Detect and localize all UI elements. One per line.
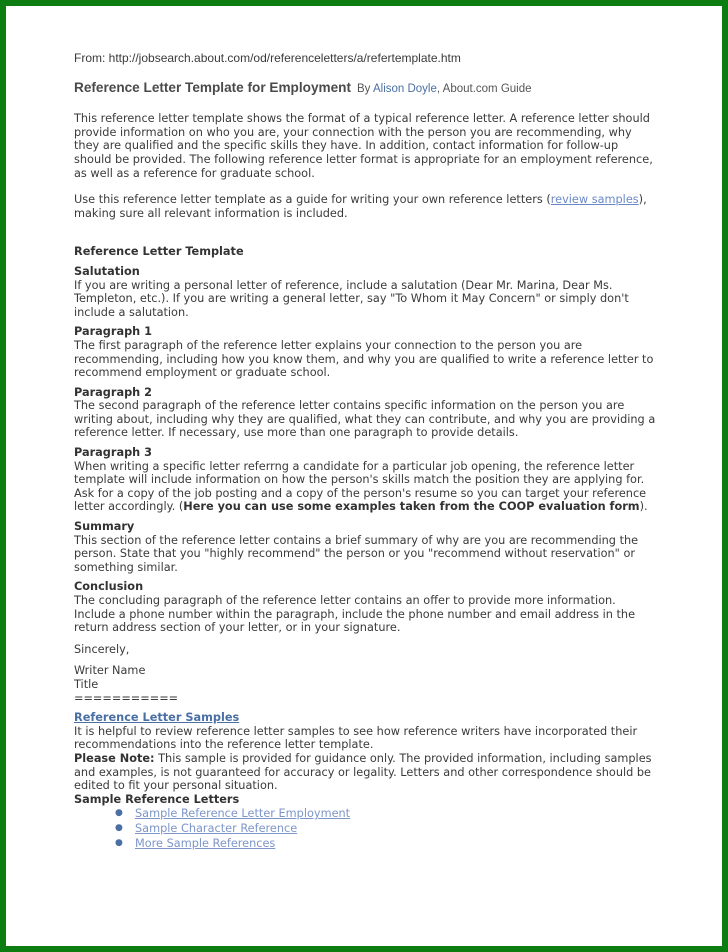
list-item xyxy=(74,807,658,821)
paragraph1-section xyxy=(74,325,658,379)
sample-links-list xyxy=(74,807,658,850)
list-item xyxy=(74,837,658,851)
guide-text-before: Use this reference letter template as a guide for writing your own reference letters ( xyxy=(74,193,551,207)
sample-link-employment[interactable]: Sample Reference Letter Employment xyxy=(135,807,351,821)
sample-letters-heading: Sample Reference Letters xyxy=(74,792,240,806)
guide-paragraph xyxy=(74,193,658,220)
note-label: Please Note: xyxy=(74,751,155,765)
paragraph3-section xyxy=(74,446,658,514)
paragraph3-text: When writing a specific letter referrng a candidate for a particular job opening, the reference letter template will include information on how the person's skills match the position they are applying for. Ask for a copy of the job posting and a copy of the person's resume so you can target your reference letter accordingly. ( xyxy=(74,459,647,514)
paragraph1-heading: Paragraph 1 xyxy=(74,325,152,339)
conclusion-section xyxy=(74,580,658,634)
note-text: This sample is provided for guidance only. The provided information, including samples and examples, is not guaranteed for accuracy or legality. Letters and other correspondence should be edited to fit your personal situation. xyxy=(74,751,652,793)
title-line xyxy=(74,81,658,97)
note-paragraph xyxy=(74,752,658,793)
author-name: Alison Doyle xyxy=(372,82,437,95)
byline-suffix: , About.com Guide xyxy=(436,82,532,95)
paragraph3-bold: Here you can use some examples taken from the COOP evaluation form xyxy=(183,500,640,514)
writer-title: Title xyxy=(74,677,99,691)
closing: Sincerely, xyxy=(74,642,130,656)
samples-heading-line xyxy=(74,711,658,725)
paragraph1-body: The first paragraph of the reference letter explains your connection to the person you are recommending, including how you know them, and why you are qualified to write a reference letter to recommend employment or graduate school. xyxy=(74,338,654,380)
paragraph2-heading: Paragraph 2 xyxy=(74,385,152,399)
salutation-section xyxy=(74,265,658,319)
paragraph3-tail: ). xyxy=(639,500,648,514)
summary-body: This section of the reference letter contains a brief summary of why are you are recommending the person. State that you "highly recommend" the person or you "recommend without reservation" or something similar. xyxy=(74,533,639,574)
list-item xyxy=(74,822,658,836)
conclusion-heading: Conclusion xyxy=(74,580,144,594)
samples-intro: It is helpful to review reference letter samples to see how reference writers have incorporated their recommendations into the reference letter template. xyxy=(74,724,638,752)
intro-paragraph: This reference letter template shows the format of a typical reference letter. A reference letter should provide information on who you are, your connection with the person you are recommending, why they are qualified and the specific skills they have. In addition, contact information for follow-up should be provided. The following reference letter format is appropriate for an employment reference, as well as a reference for graduate school. xyxy=(74,112,653,180)
salutation-heading: Salutation xyxy=(74,264,140,278)
paragraph3-body xyxy=(74,460,658,514)
review-samples-link[interactable]: review samples xyxy=(550,193,639,207)
paragraph2-body: The second paragraph of the reference letter contains specific information on the person you are writing about, including why they are qualified, what they can contribute, and why you are providing a reference letter. If necessary, use more than one paragraph to provide details. xyxy=(74,399,656,440)
source-url: From: http://jobsearch.about.com/od/referenceletters/a/refertemplate.htm xyxy=(74,51,461,65)
conclusion-body: The concluding paragraph of the reference letter contains an offer to provide more information. Include a phone number within the paragraph, include the phone number and email address in the return address section of your letter, or in your signature. xyxy=(74,594,636,635)
reference-letter-samples-link[interactable]: Reference Letter Samples xyxy=(74,711,240,725)
byline xyxy=(357,83,532,95)
bullet-icon: ● xyxy=(115,822,123,833)
document-title: Reference Letter Template for Employment xyxy=(74,79,351,95)
byline-prefix: By xyxy=(356,82,371,95)
summary-section xyxy=(74,520,658,574)
bullet-icon: ● xyxy=(115,837,123,848)
separator: =========== xyxy=(74,691,179,705)
template-heading: Reference Letter Template xyxy=(74,245,244,259)
document-page xyxy=(74,52,658,851)
sample-link-character[interactable]: Sample Character Reference xyxy=(135,821,298,835)
salutation-body: If you are writing a personal letter of reference, include a salutation (Dear Mr. Marina, Dear Ms. Templeton, etc.). If you are writing a general letter, say "To Whom it May Concern" or simply don't include a salutation. xyxy=(74,278,629,319)
paragraph3-heading: Paragraph 3 xyxy=(74,446,152,460)
guide-text-after: ), making sure all relevant information is included. xyxy=(74,193,647,220)
bullet-icon: ● xyxy=(115,808,123,819)
sample-link-more[interactable]: More Sample References xyxy=(135,836,276,850)
summary-heading: Summary xyxy=(74,520,135,534)
writer-name: Writer Name xyxy=(74,664,146,678)
paragraph2-section xyxy=(74,386,658,440)
